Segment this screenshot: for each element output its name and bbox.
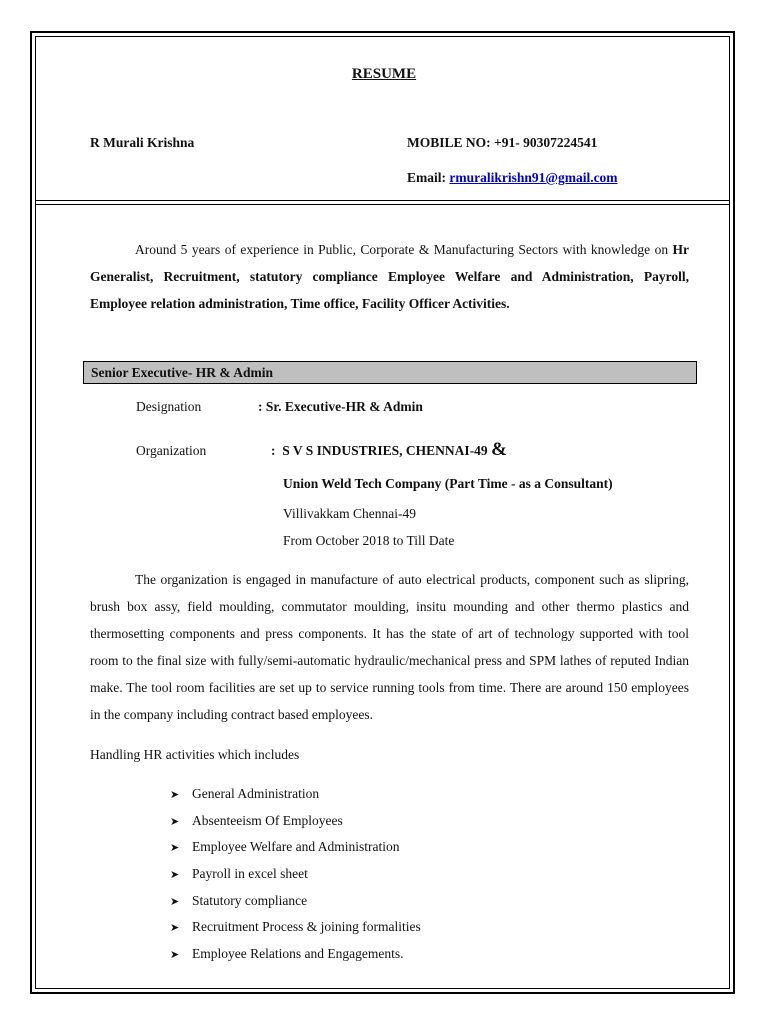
- activities-intro: Handling HR activities which includes: [90, 747, 300, 762]
- email-label: Email:: [407, 170, 446, 185]
- employment-period: From October 2018 to Till Date: [283, 533, 455, 548]
- organization-name: S V S INDUSTRIES, CHENNAI-49: [282, 443, 488, 458]
- list-item: ➤ Statutory compliance: [170, 888, 421, 915]
- organization-colon: :: [271, 443, 276, 458]
- list-item: ➤ General Administration: [170, 781, 421, 808]
- mobile-number: +91- 90307224541: [494, 135, 598, 150]
- organization-location: Villivakkam Chennai-49: [283, 506, 417, 521]
- header-divider-top: [35, 200, 730, 201]
- list-item: ➤ Absenteeism Of Employees: [170, 808, 421, 835]
- list-item: ➤ Employee Relations and Engagements.: [170, 941, 421, 968]
- designation-label: Designation: [136, 399, 202, 414]
- organization-description: [90, 566, 689, 728]
- mobile-line: [407, 135, 597, 151]
- mobile-label: MOBILE NO:: [407, 135, 491, 150]
- email-line: [407, 170, 618, 186]
- list-item: ➤ Payroll in excel sheet: [170, 861, 421, 888]
- summary-lead: Around 5 years of experience in Public, Corporate & Manufacturing Sectors with knowledge on: [135, 242, 673, 257]
- summary-skills: Hr Generalist, Recruitment, statutory compliance Employee Welfare and Administration, Payroll, Employee relation administration, Time office, Facility Officer Activities.: [90, 242, 689, 311]
- activities-list: [170, 781, 421, 968]
- arrow-bullet-icon: ➤: [170, 894, 180, 908]
- arrow-bullet-icon: ➤: [170, 948, 180, 962]
- arrow-bullet-icon: ➤: [170, 788, 180, 801]
- arrow-bullet-icon: ➤: [170, 868, 180, 882]
- arrow-bullet-icon: ➤: [170, 921, 180, 935]
- organization-second: Union Weld Tech Company (Part Time - as a Consultant): [283, 476, 613, 491]
- organization-label: Organization: [136, 443, 207, 458]
- candidate-name: R Murali Krishna: [90, 135, 195, 150]
- arrow-bullet-icon: ➤: [170, 814, 180, 828]
- list-item: ➤ Employee Welfare and Administration: [170, 834, 421, 861]
- resume-title: RESUME: [351, 66, 417, 82]
- designation-value: : Sr. Executive-HR & Admin: [258, 399, 423, 414]
- list-item: ➤ Recruitment Process & joining formalities: [170, 914, 421, 941]
- organization-ampersand: &: [491, 439, 507, 460]
- section-heading: Senior Executive- HR & Admin: [83, 361, 697, 384]
- arrow-bullet-icon: ➤: [170, 841, 180, 855]
- header-divider-bottom: [35, 204, 730, 205]
- description-text: The organization is engaged in manufacture of auto electrical products, component such as slipring, brush box assy, field moulding, commutator moulding, insitu mounding and other thermo plastics and thermosetting components and press components. It has the state of art of technology supported with tool room to the final size with fully/semi-automatic hydraulic/mechanical press and SPM lathes of reputed Indian make. The tool room facilities are set up to service running tools from time. There are around 150 employees in the company including contract based employees.: [90, 572, 689, 722]
- email-link[interactable]: rmuralikrishn91@gmail.com: [449, 170, 618, 185]
- organization-value-line: [271, 439, 507, 461]
- summary-paragraph: [90, 236, 689, 317]
